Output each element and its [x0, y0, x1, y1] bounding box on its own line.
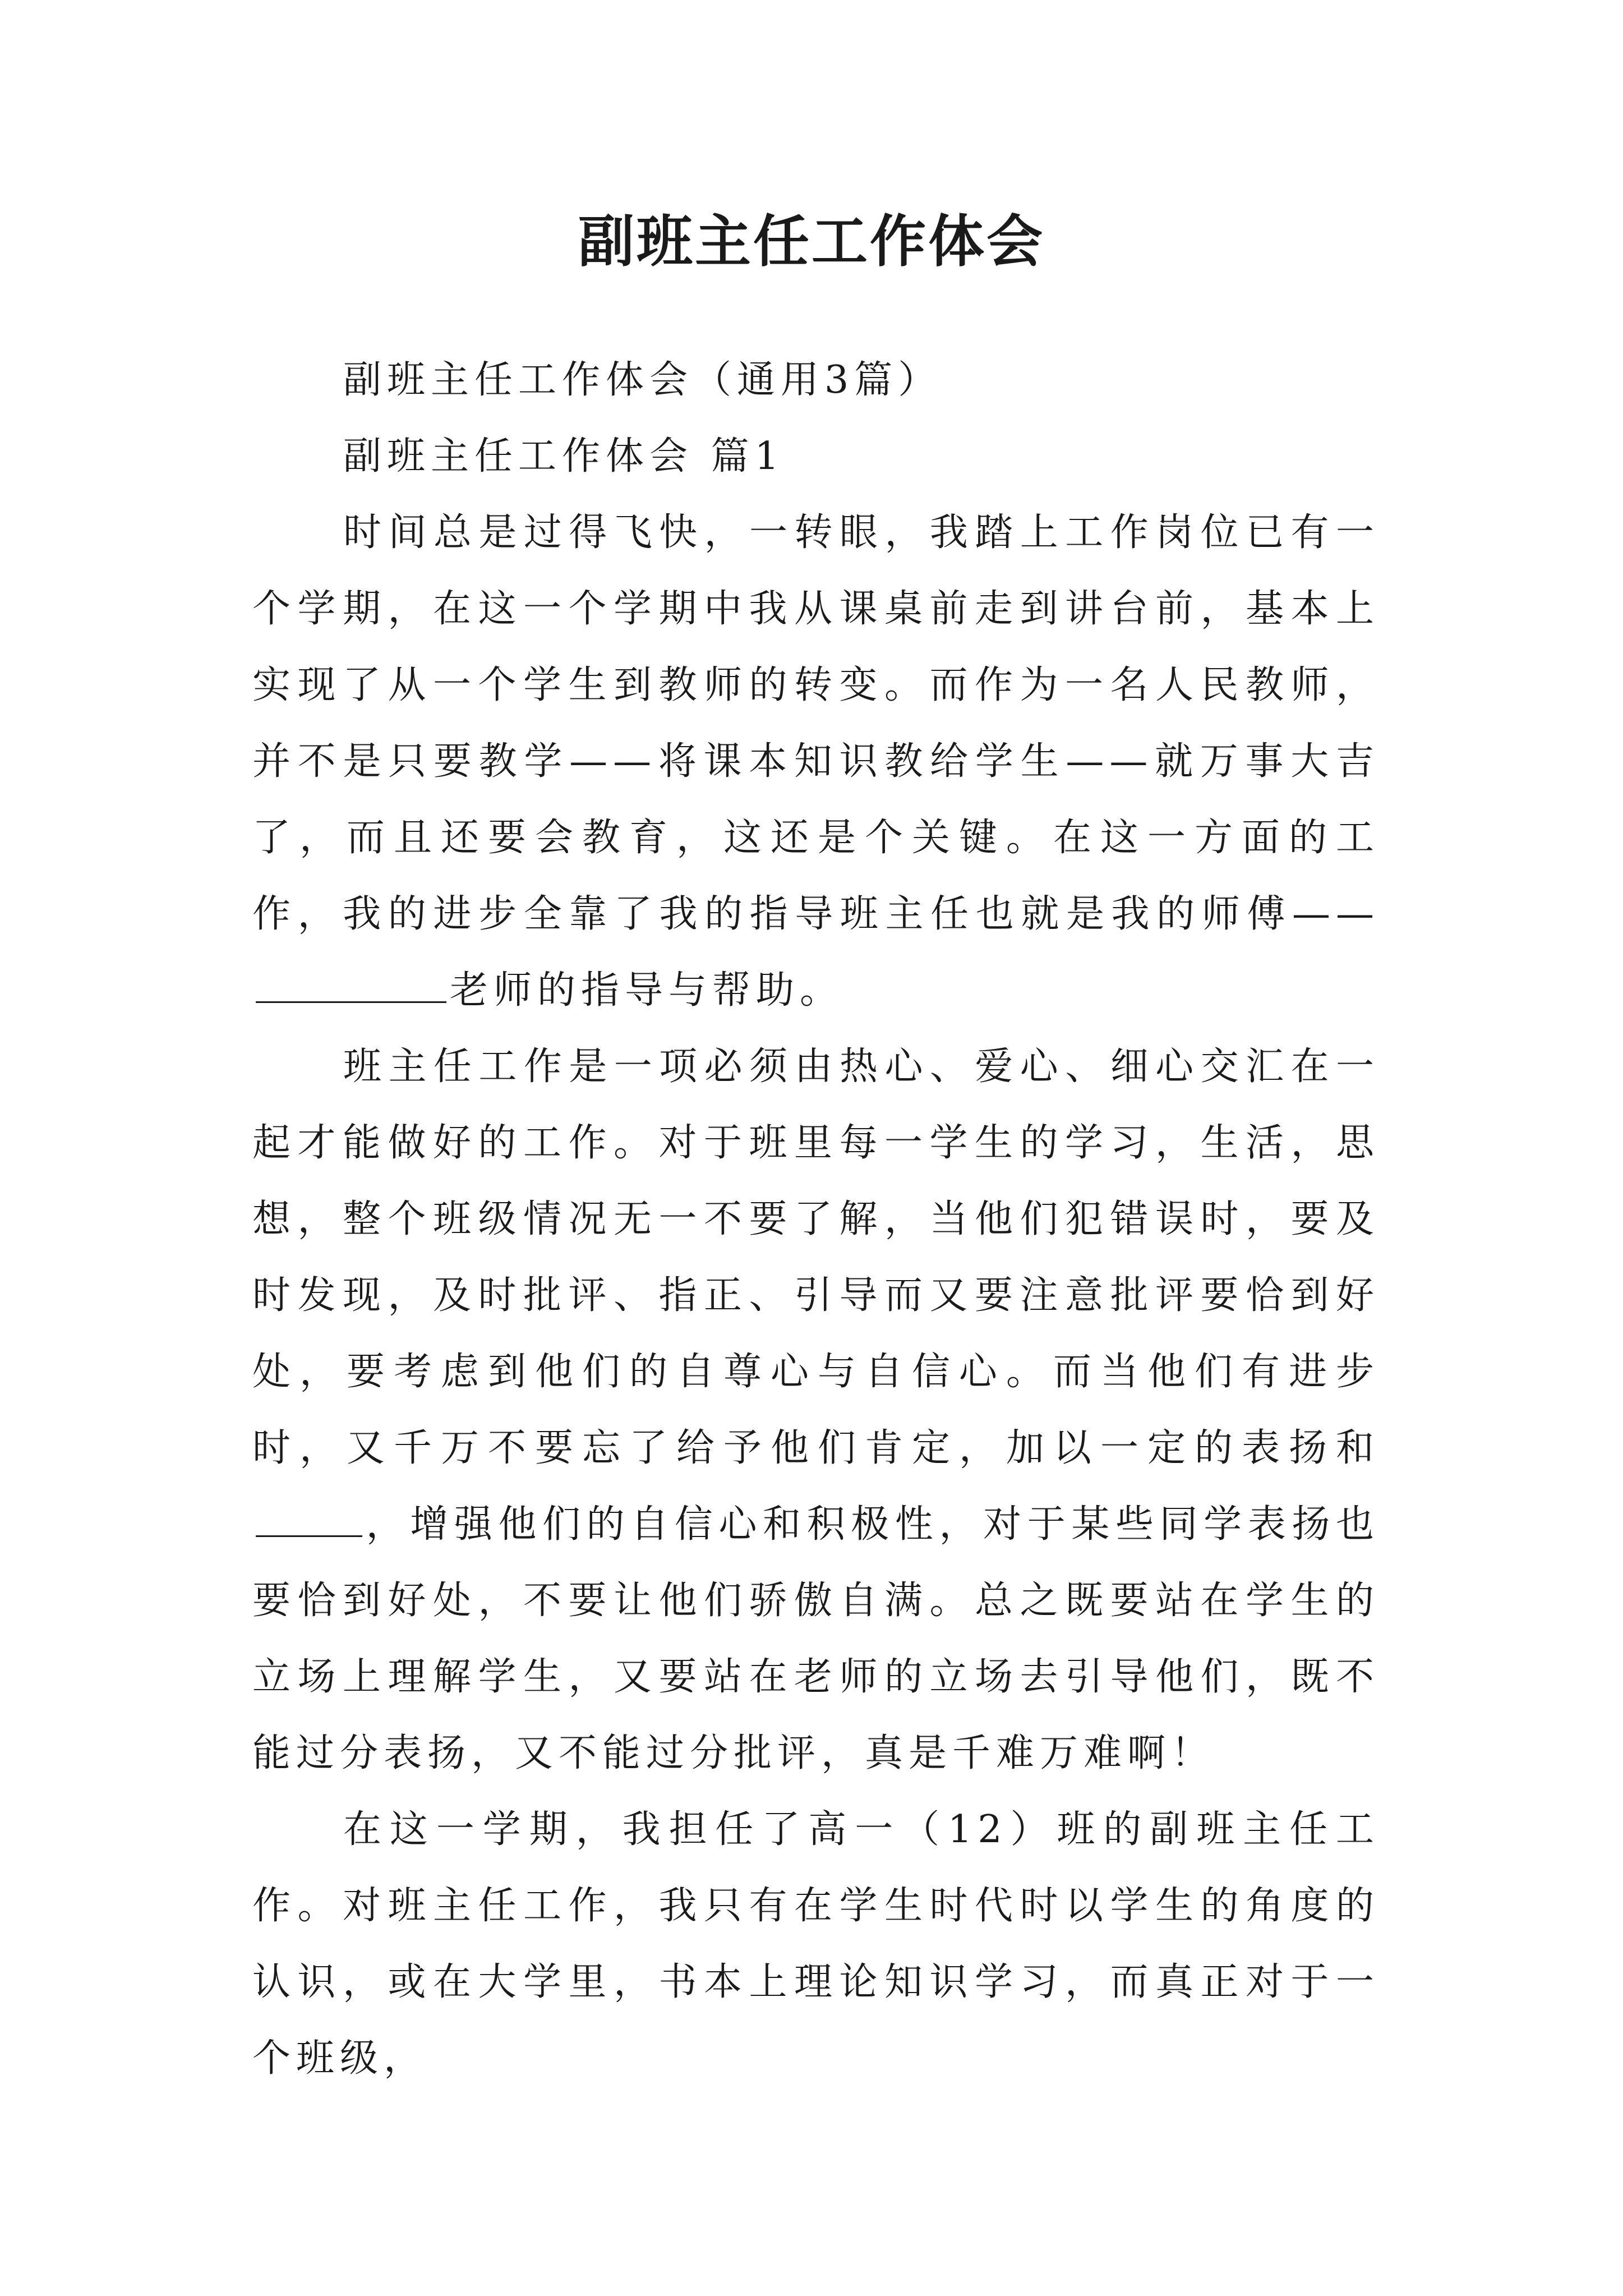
- section-heading: 副班主任工作体会 篇1: [343, 434, 785, 478]
- paragraph-2-text-after: ，增强他们的自信心和积极性，对于某些同学表扬也要恰到好处，不要让他们骄傲自满。总之既要站在学生的立场上理解学生，又要站在老师的立场去引导他们，既不能过分表扬，又不能过分批评，真是千难万难啊！: [252, 1502, 1380, 1775]
- paragraph-2-text-before: 班主任工作是一项必须由热心、爱心、细心交汇在一起才能做好的工作。对于班里每一学生的学习，生活，思想，整个班级情况无一不要了解，当他们犯错误时，要及时发现，及时批评、指正、引导而又要注意批评要恰到好处，要考虑到他们的自尊心与自信心。而当他们有进步时，又千万不要忘了给予他们肯定，加以一定的表扬和: [252, 1045, 1380, 1470]
- fill-in-blank: [256, 968, 446, 1003]
- document-title: 副班主任工作体会: [578, 208, 1045, 274]
- paragraph-3: 在这一学期，我担任了高一（12）班的副班主任工作。对班主任工作，我只有在学生时代时以学生的角度的认识，或在大学里，书本上理论知识学习，而真正对于一个班级，: [252, 1807, 1380, 2081]
- document-body: [252, 342, 1380, 2097]
- paragraph-2: [252, 1029, 1380, 1792]
- paragraph-1: [252, 495, 1380, 1029]
- paragraph-1-text-before: 时间总是过得飞快，一转眼，我踏上工作岗位已有一个学期，在这一个学期中我从课桌前走到讲台前，基本上实现了从一个学生到教师的转变。而作为一名人民教师，并不是只要教学——将课本知识教给学生——就万事大吉了，而且还要会教育，这还是个关键。在这一方面的工作，我的进步全靠了我的指导班主任也就是我的师傅——: [252, 510, 1380, 936]
- document-subtitle: 副班主任工作体会（通用3篇）: [343, 358, 942, 402]
- paragraph-1-text-after: 老师的指导与帮助。: [450, 968, 844, 1013]
- fill-in-blank: [256, 1502, 362, 1537]
